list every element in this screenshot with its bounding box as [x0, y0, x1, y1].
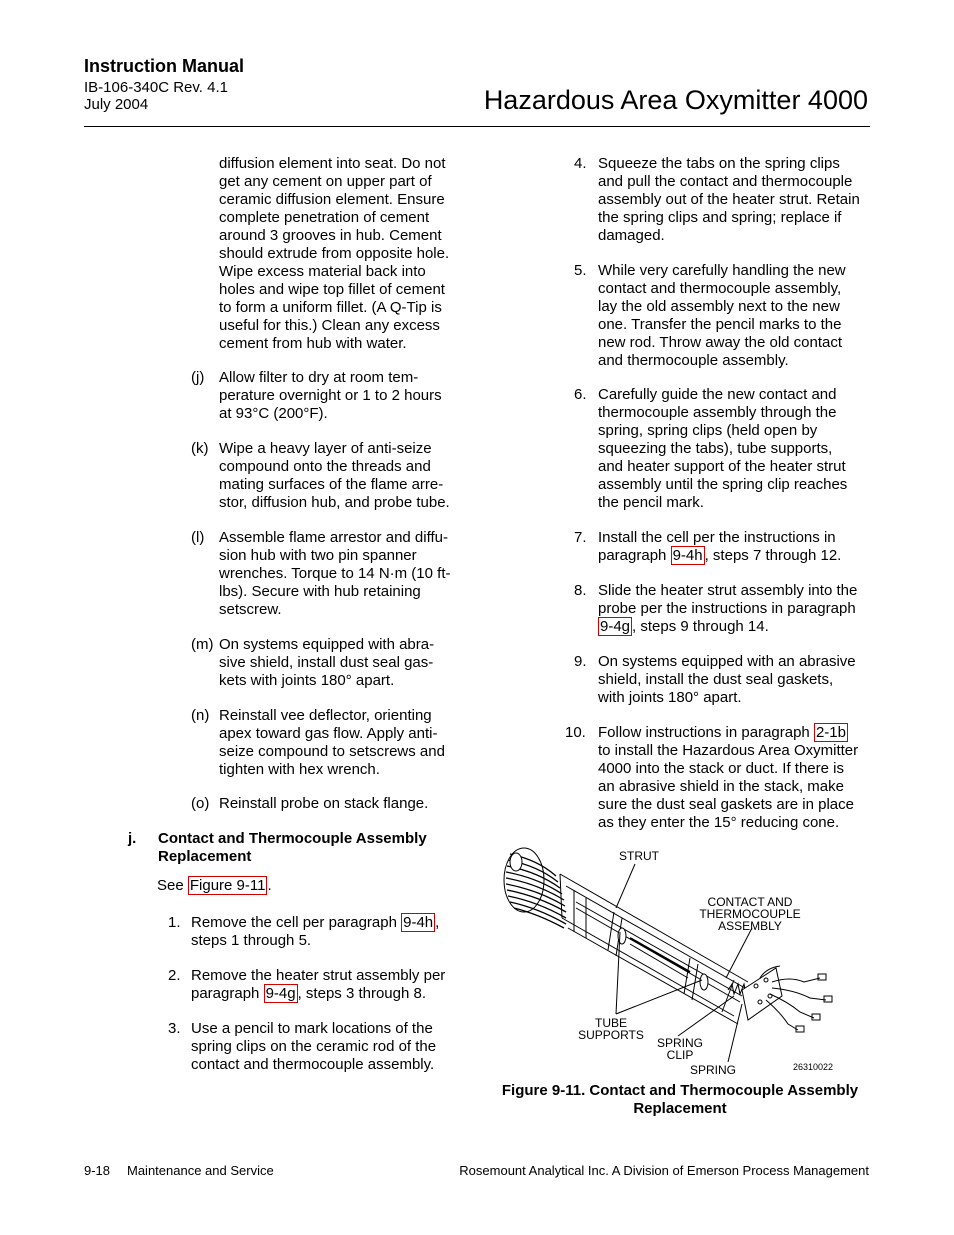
paragraph-link[interactable]: 9-4h	[672, 547, 703, 564]
step-text: On systems equipped with an abrasive shield, install the dust seal gaskets, with joints 180° apart.	[598, 653, 856, 706]
figure-link[interactable]: Figure 9-11	[189, 877, 266, 894]
substep-label: (m)	[191, 636, 214, 653]
label-contact-thermocouple: CONTACT AND THERMOCOUPLE ASSEMBLY	[699, 895, 801, 933]
step-number: 8.	[574, 582, 587, 599]
doc-number: IB-106-340C Rev. 4.1	[84, 79, 228, 96]
step-number: 5.	[574, 262, 587, 279]
substep-label: (j)	[191, 369, 205, 386]
step-text: Remove the heater strut assembly per paragraph 9-4g , steps 3 through 8.	[191, 967, 446, 1002]
label-strut: STRUT	[619, 849, 659, 863]
substep-text: On systems equipped with abra- sive shield, install dust seal gas- kets with joints 180° apart.	[219, 636, 435, 689]
figure-code: 26310022	[793, 1062, 834, 1072]
doc-date: July 2004	[84, 96, 149, 113]
paragraph-link[interactable]: 9-4g	[265, 985, 296, 1002]
step-number: 4.	[574, 155, 587, 172]
substep-label: (k)	[191, 440, 209, 457]
step-text: Squeeze the tabs on the spring clips and pull the contact and thermocouple assembly out of the heater strut. Retain the spring clips and spring; replace if damaged.	[598, 155, 860, 244]
step-number: 1.	[168, 914, 181, 931]
step-number: 10.	[565, 724, 586, 741]
paragraph-link[interactable]: 9-4h	[403, 914, 434, 931]
substep-text: Wipe a heavy layer of anti-seize compound onto the threads and mating surfaces of the flame arre- stor, diffusion hub, and probe tube.	[219, 440, 450, 511]
substep-text: Reinstall probe on stack flange.	[219, 795, 429, 812]
step-text: Remove the cell per paragraph 9-4h , steps 1 through 5.	[191, 914, 440, 949]
step-number: 7.	[574, 529, 587, 546]
step-text: While very carefully handling the new contact and thermocouple assembly, lay the old assembly next to the new one. Transfer the pencil marks to the new rod. Throw away the old contact and thermocouple assembly.	[598, 262, 846, 369]
step-number: 6.	[574, 386, 587, 403]
label-tube-supports: TUBE SUPPORTS	[578, 1016, 644, 1042]
paragraph-link[interactable]: 9-4g	[600, 618, 631, 635]
substep-text: Assemble flame arrestor and diffu- sion hub with two pin spanner wrenches. Torque to 14 N·m (10 ft- lbs). Secure with hub retaining setscrew.	[219, 529, 451, 618]
substep-label: (n)	[191, 707, 210, 724]
step-number: 3.	[168, 1020, 181, 1037]
footer-section: Maintenance and Service	[127, 1163, 274, 1178]
step-text: Follow instructions in paragraph 2-1b to install the Hazardous Area Oxymitter 4000 into the stack or duct. If there is an abrasive shield in the stack, make sure the dust seal gaskets are in place as they enter the 15° reducing cone.	[598, 724, 859, 831]
substep-text: Reinstall vee deflector, orienting apex toward gas flow. Apply anti- seize compound to setscrews and tighten with hex wrench.	[219, 707, 445, 778]
step-text: Use a pencil to mark locations of the spring clips on the ceramic rod of the contact and thermocouple assembly.	[191, 1020, 437, 1073]
header-rule	[84, 126, 870, 127]
figure-9-11	[490, 840, 870, 1080]
step-number: 9.	[574, 653, 587, 670]
footer-company: Rosemount Analytical Inc. A Division of Emerson Process Management	[459, 1163, 869, 1178]
page-number: 9-18	[84, 1163, 111, 1178]
substep-text: Allow filter to dry at room tem- perature overnight or 1 to 2 hours at 93°C (200°F).	[219, 369, 442, 422]
substep-label: (l)	[191, 529, 205, 546]
product-title: Hazardous Area Oxymitter 4000	[483, 85, 868, 115]
step-text: Install the cell per the instructions in paragraph 9-4h , steps 7 through 12.	[598, 529, 842, 564]
step-text: Slide the heater strut assembly into the probe per the instructions in paragraph 9-4g , steps 9 through 14.	[598, 582, 858, 635]
continued-paragraph: diffusion element into seat. Do not get any cement on upper part of ceramic diffusion element. Ensure complete penetration of cement around 3 grooves in hub. Cement should extrude from opposite hole. Wipe excess material back into holes and wipe top fillet of cement to form a uniform fillet. (A Q-Tip is useful for this.) Clean any excess cement from hub with water.	[219, 155, 450, 352]
see-figure-line: See Figure 9-11 .	[157, 877, 272, 894]
substep-label: (o)	[191, 795, 210, 812]
label-spring: SPRING	[690, 1063, 737, 1077]
label-spring-clip: SPRING CLIP	[656, 1036, 703, 1062]
step-text: Carefully guide the new contact and thermocouple assembly through the spring, spring clips (held open by squeezing the tabs), tube supports, and heater support of the heater strut assembly until the spring clip reaches the pencil mark.	[598, 386, 848, 511]
paragraph-link[interactable]: 2-1b	[815, 724, 846, 741]
section-label: j.	[128, 830, 137, 847]
manual-label: Instruction Manual	[84, 56, 245, 76]
step-number: 2.	[168, 967, 181, 984]
section-heading: Contact and Thermocouple Assembly Replacement	[158, 830, 427, 865]
figure-caption: Figure 9-11. Contact and Thermocouple Assembly Replacement	[501, 1082, 859, 1117]
